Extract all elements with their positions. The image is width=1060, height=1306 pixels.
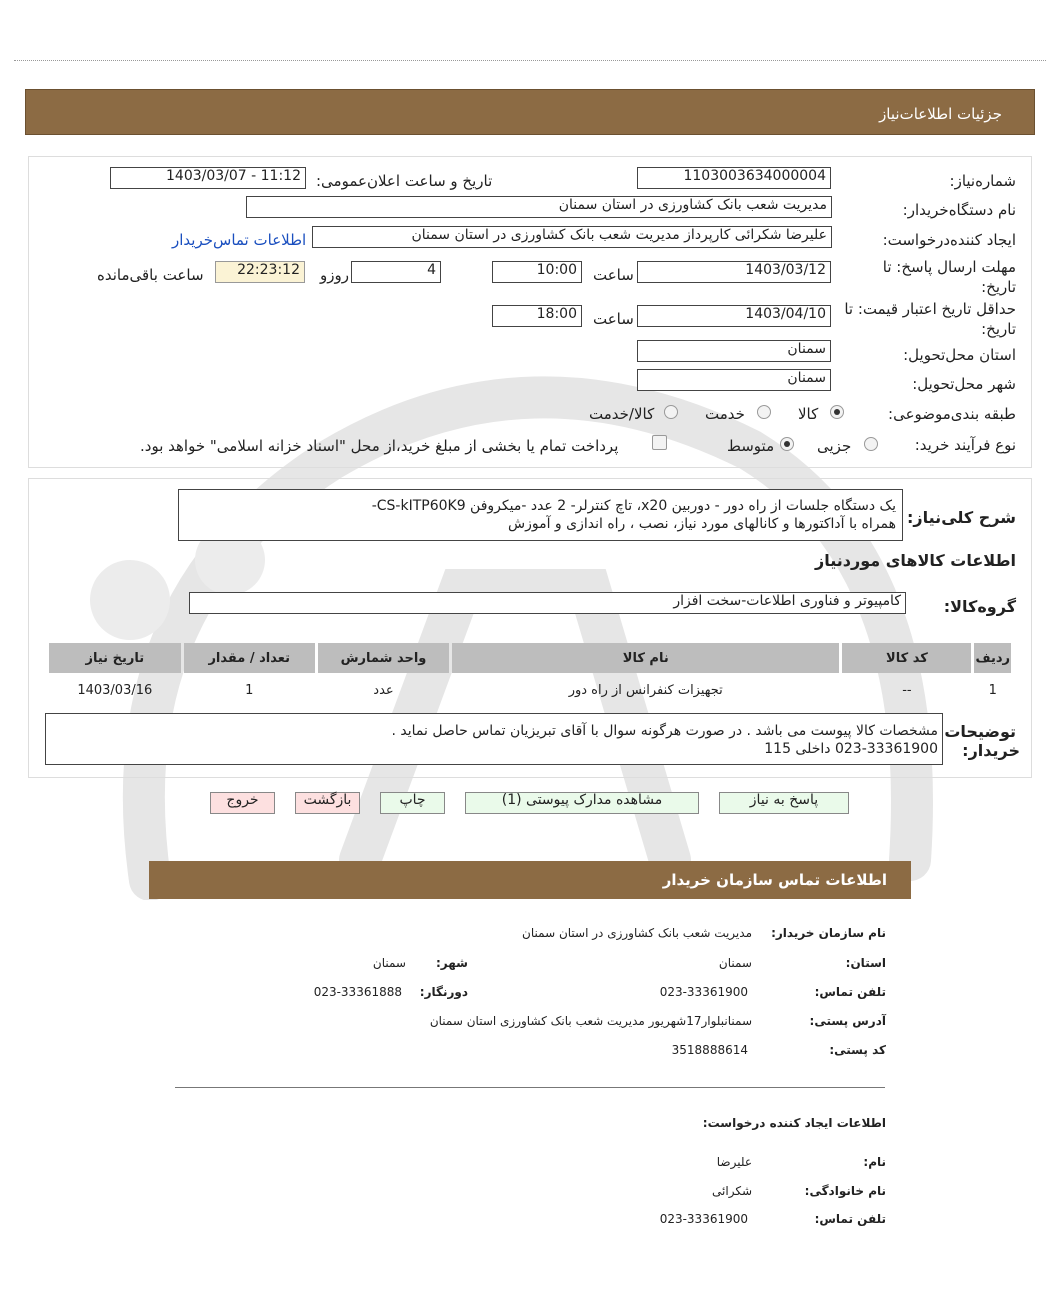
postal-code-label: کد پستی: [829,1043,886,1057]
validity-time-field: 18:00 [492,305,582,327]
exit-button[interactable]: خروج [210,792,275,814]
buyer-contact-header [149,861,911,899]
cell-row: 1 [988,682,997,698]
top-divider [14,60,1046,61]
creator-name-label: نام: [863,1155,886,1169]
phone-value: 023-33361900 [659,985,748,999]
category-option-goods: کالا [798,405,819,423]
days-label: روزو [320,266,349,284]
category-radio-goods[interactable] [830,405,844,419]
need-number-label: شماره‌نیاز: [949,172,1016,190]
buyer-org-label: نام دستگاه‌خریدار: [902,201,1016,219]
goods-section-title: اطلاعات کالاهای موردنیاز [815,551,1016,570]
col-qty: تعداد / مقدار [184,643,315,673]
summary-line-2: همراه با آداکتورها و کانالهای مورد نیاز، نصب ، راه اندازی و آموزش [508,516,896,532]
col-code: کد کالا [842,643,971,673]
validity-date-field: 1403/04/10 [637,305,831,327]
notes-label-1: توضیحات [944,722,1016,741]
process-radio-medium[interactable] [780,437,794,451]
creator-info-title: اطلاعات ایجاد کننده درخواست: [702,1116,886,1130]
col-name: نام کالا [452,643,839,673]
creator-name-value: علیرضا [716,1155,752,1169]
cell-date: 1403/03/16 [77,682,153,698]
buyer-contact-link[interactable]: اطلاعات تماس‌خریدار [172,231,307,249]
remaining-label: ساعت باقی‌مانده [97,266,204,284]
postal-code-value: 3518888614 [671,1043,748,1057]
creator-phone-value: 023-33361900 [659,1212,748,1226]
org-name-value: مدیریت شعب بانک کشاورزی در استان سمنان [522,926,752,940]
cell-name: تجهیزات کنفرانس از راه دور [568,682,723,698]
summary-label: شرح کلی‌نیاز: [907,508,1016,527]
page-header [25,89,1035,135]
table-header-row [49,643,1011,673]
creator-label: ایجاد کننده‌درخواست: [882,231,1016,249]
province-label: استان محل‌تحویل: [903,346,1016,364]
validity-label: حداقل تاریخ اعتبار قیمت: تا تاریخ: [844,300,1016,338]
phone-label: تلفن تماس: [814,985,886,999]
treasury-checkbox[interactable] [652,435,667,450]
need-number-field: 1103003634000004 [637,167,831,189]
category-option-service: خدمت [705,405,745,423]
announce-field: 1403/03/07 - 11:12 [110,167,306,189]
city-contact-label: شهر: [436,956,468,970]
days-field: 4 [351,261,441,283]
back-button[interactable]: بازگشت [295,792,360,814]
deadline-label: مهلت ارسال پاسخ: تا تاریخ: [882,258,1016,296]
notes-label-2: خریدار: [962,741,1020,760]
process-option-medium: متوسط [727,437,775,455]
goods-group-label: گروه‌کالا: [943,597,1016,616]
remaining-time-field: 22:23:12 [215,261,305,283]
category-option-goods-service: کالا/خدمت [589,405,655,423]
notes-line-2: 023-33361900 داخلی 115 [764,741,938,757]
province-contact-value: سمنان [718,956,752,970]
address-value: سمنانبلوار17شهریور مدیریت شعب بانک کشاورزی استان سمنان [429,1014,752,1028]
validity-time-label: ساعت [593,310,634,328]
notes-field [45,713,943,765]
reply-button[interactable]: پاسخ به نیاز [719,792,849,814]
summary-field [178,489,903,541]
view-attachments-button[interactable]: مشاهده مدارک پیوستی (1) [465,792,699,814]
col-date: تاریخ نیاز [49,643,181,673]
treasury-note: پرداخت تمام یا بخشی از مبلغ خرید،از محل "اسناد خزانه اسلامی" خواهد بود. [140,437,619,455]
goods-group-field: کامپیوتر و فناوری اطلاعات-سخت افزار [189,592,906,614]
notes-line-1: مشخصات کالا پیوست می باشد . در صورت هرگونه سوال با آقای تبریزیان تماس حاصل نماید . [391,723,938,739]
table-row [49,676,1011,704]
creator-family-value: شکرائی [712,1184,752,1198]
province-field: سمنان [637,340,831,362]
creator-family-label: نام خانوادگی: [804,1184,886,1198]
creator-field: علیرضا شکرائی کارپرداز مدیریت شعب بانک کشاورزی در استان سمنان [312,226,832,248]
city-label: شهر محل‌تحویل: [912,375,1016,393]
fax-value: 023-33361888 [313,985,402,999]
process-label: نوع فرآیند خرید: [914,436,1016,454]
cell-qty: 1 [245,682,254,698]
cell-unit: عدد [373,682,394,698]
process-radio-minor[interactable] [864,437,878,451]
summary-line-1: یک دستگاه جلسات از راه دور - دوربین x20، تاچ کنترلر- 2 عدد -میکروفن CS-kITP60K9- [371,498,896,514]
print-button[interactable]: چاپ [380,792,445,814]
col-row: ردیف [974,643,1011,673]
org-name-label: نام سازمان خریدار: [771,926,886,940]
page-title: جزئیات اطلاعات‌نیاز [879,105,1002,123]
address-label: آدرس پستی: [809,1014,886,1028]
goods-table [46,640,1014,707]
announce-label: تاریخ و ساعت اعلان‌عمومی: [316,172,493,190]
fax-label: دورنگار: [419,985,468,999]
deadline-date-field: 1403/03/12 [637,261,831,283]
buyer-org-field: مدیریت شعب بانک کشاورزی در استان سمنان [246,196,832,218]
col-unit: واحد شمارش [318,643,449,673]
city-contact-value: سمنان [372,956,406,970]
category-radio-goods-service[interactable] [664,405,678,419]
category-label: طبقه بندی‌موضوعی: [888,405,1016,423]
city-field: سمنان [637,369,831,391]
creator-phone-label: تلفن تماس: [814,1212,886,1226]
buyer-contact-title: اطلاعات تماس سازمان خریدار [662,871,887,889]
process-option-minor: جزیی [817,437,852,455]
category-radio-service[interactable] [757,405,771,419]
deadline-time-field: 10:00 [492,261,582,283]
deadline-time-label: ساعت [593,266,634,284]
province-contact-label: استان: [845,956,886,970]
contact-divider [175,1087,885,1088]
cell-code: -- [902,682,912,698]
